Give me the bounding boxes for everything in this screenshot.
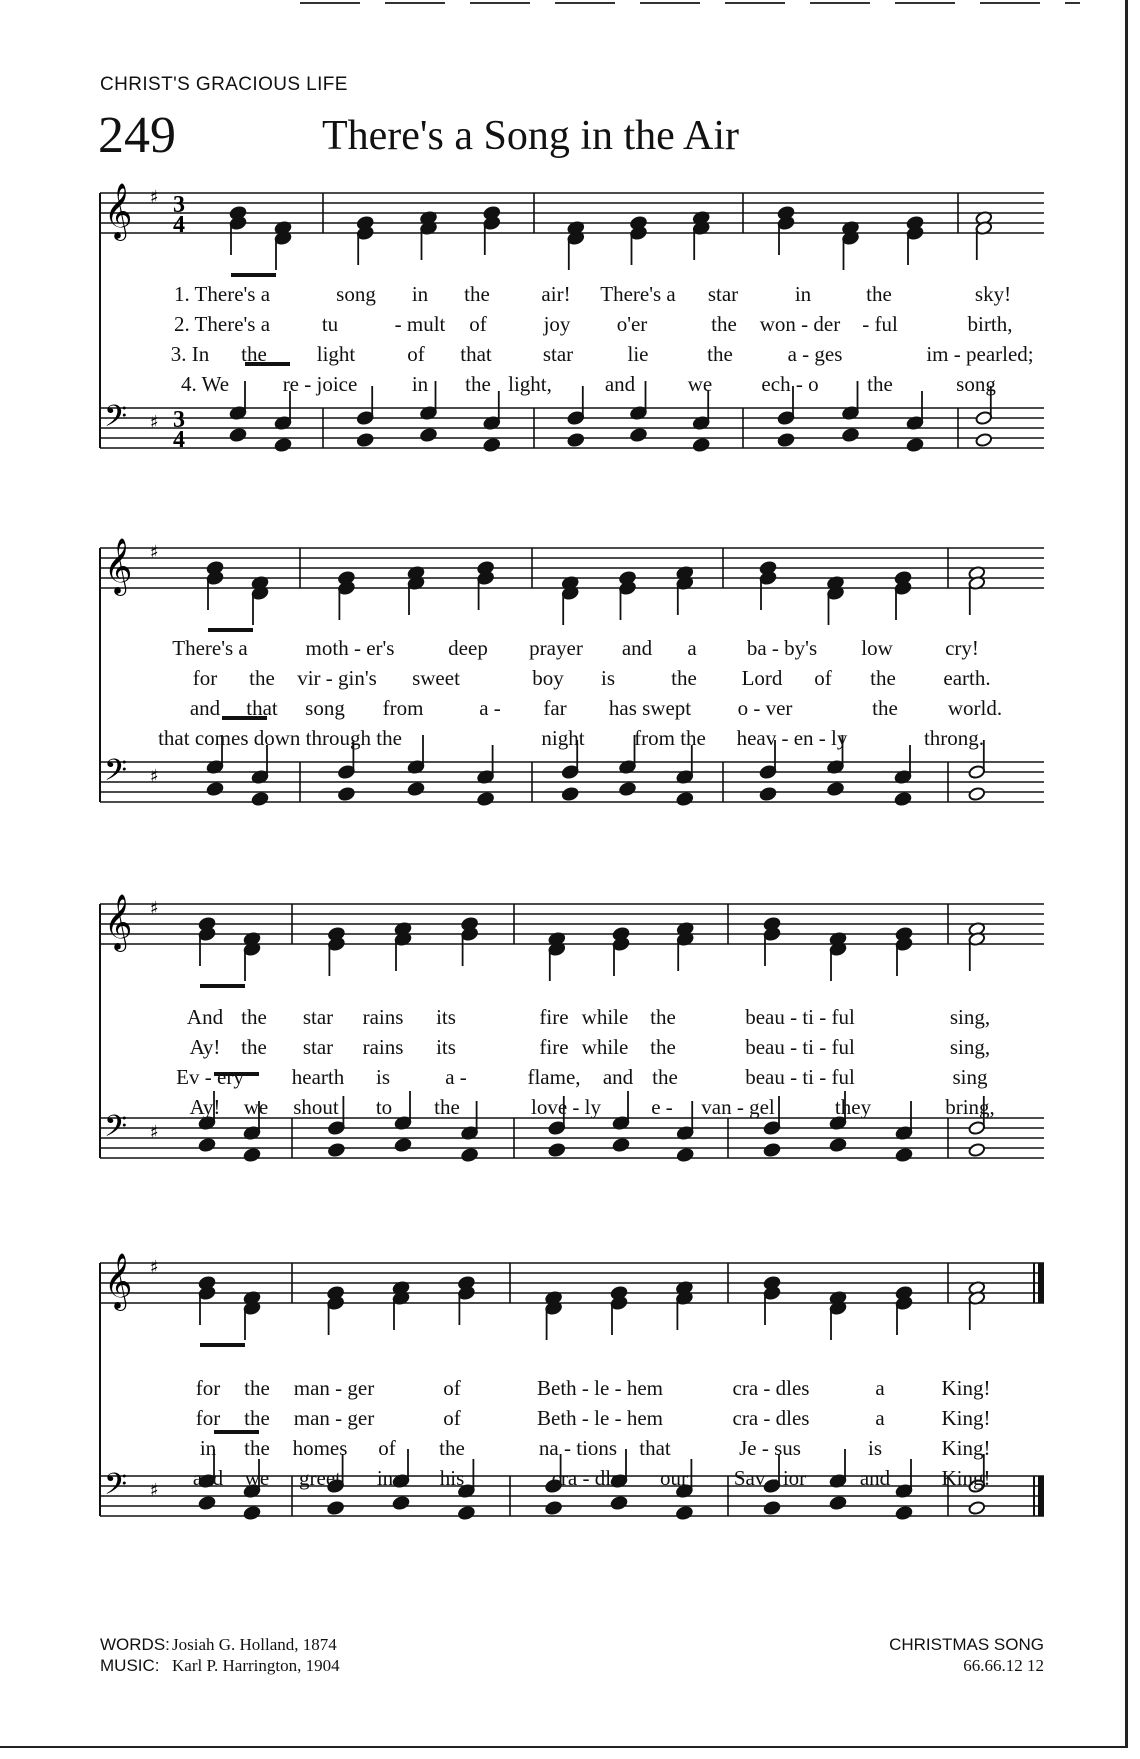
lyric-syllable: in [411,282,429,306]
lyric-syllable: the [867,372,893,396]
lyric-syllable: sing, [949,1035,991,1059]
lyric-syllable: im - pearled; [926,342,1034,366]
lyric-syllable: lie [627,342,649,366]
lyric-syllable: air! [541,282,571,306]
bass-note [975,433,993,448]
lyric-syllable: greet [299,1466,341,1490]
verse-line [0,342,1140,372]
lyric-syllable: King! [941,1376,991,1400]
treble-clef-icon: 𝄞 [104,1253,133,1309]
bass-note [906,438,924,453]
bass-note [392,1496,410,1511]
lyric-syllable: in [794,282,812,306]
lyric-syllable: beau - ti - ful [745,1065,855,1089]
lyric-syllable: and [602,1065,634,1089]
verse-line [0,372,1140,402]
lyric-syllable: in [376,1466,394,1490]
verse-line [0,1035,1140,1065]
lyric-syllable: fire [539,1005,569,1029]
lyric-syllable: its [436,1035,456,1059]
lyric-syllable: they [834,1095,872,1119]
lyric-syllable: 2. There's a [173,312,271,336]
lyric-syllable: and [189,696,221,720]
lyric-syllable: for [195,1376,221,1400]
lyric-syllable: rains [362,1035,404,1059]
bass-note [763,1501,781,1516]
verse-line [0,696,1140,726]
lyric-syllable: song [956,372,996,396]
bass-note [968,1501,986,1516]
lyric-syllable: fire [539,1035,569,1059]
lyric-syllable: while [581,1035,629,1059]
lyric-syllable: cra - dles [732,1376,810,1400]
lyric-syllable: star [302,1035,334,1059]
lyric-syllable: the [707,342,733,366]
lyric-syllable: from the [634,726,706,750]
lyric-syllable: King! [941,1466,991,1490]
verse-line [0,636,1140,666]
lyric-syllable: the [711,312,737,336]
lyric-syllable: star [542,342,574,366]
lyric-syllable: and [621,636,653,660]
time-signature: 4 [173,427,185,453]
lyric-syllable: bring, [945,1095,995,1119]
lyric-syllable: cra - dles [732,1406,810,1430]
lyric-syllable: sweet [412,666,460,690]
lyric-syllable: our [660,1466,688,1490]
verse-line [0,666,1140,696]
bass-note [842,428,860,443]
lyric-syllable: won - der [759,312,841,336]
bass-note [561,787,579,802]
lyric-syllable: man - ger [293,1376,375,1400]
treble-clef-icon: 𝄞 [104,538,133,594]
bass-note [243,1148,261,1163]
lyric-syllable: of [443,1376,461,1400]
bass-note [968,787,986,802]
lyric-syllable: rains [362,1005,404,1029]
treble-clef-icon: 𝄞 [104,183,133,239]
bass-note [338,787,356,802]
bass-note [676,1506,694,1521]
bass-note [198,1496,216,1511]
lyric-syllable: star [707,282,739,306]
bass-note [763,1143,781,1158]
lyric-syllable: vir - gin's [297,666,377,690]
bass-note [251,792,269,807]
lyric-syllable: shout [293,1095,339,1119]
lyric-syllable: light, [508,372,552,396]
lyric-syllable: the [244,1406,270,1430]
bass-note [328,1143,346,1158]
lyric-syllable: birth, [967,312,1013,336]
bass-note [356,433,374,448]
lyric-syllable: is [600,666,616,690]
verse-line [0,1406,1140,1436]
lyric-syllable: joy [543,312,571,336]
bass-note [619,782,637,797]
lyric-syllable: man - ger [293,1406,375,1430]
bass-clef-icon: 𝄢 [104,1110,128,1151]
words-label: WORDS: [100,1635,170,1654]
lyric-syllable: tu [321,312,339,336]
bass-note [777,433,795,448]
bass-note [243,1506,261,1521]
lyric-syllable: the [465,372,491,396]
treble-clef-icon: 𝄞 [104,894,133,950]
lyric-syllable: Ay! [189,1095,221,1119]
lyric-syllable: a - [445,1065,467,1089]
bass-note [483,438,501,453]
tune-name: CHRISTMAS SONG [889,1635,1044,1654]
bass-note [420,428,438,443]
lyric-syllable: light [316,342,356,366]
lyric-syllable: 3. In [170,342,210,366]
verse-line [0,312,1140,342]
lyric-syllable: we [244,1466,270,1490]
lyric-syllable: the [866,282,892,306]
lyric-syllable: earth. [943,666,991,690]
lyric-syllable: homes [292,1436,348,1460]
lyric-syllable: Beth - le - hem [537,1376,663,1400]
bass-note [829,1496,847,1511]
sharp-icon: ♯ [150,1122,159,1143]
bass-clef-icon: 𝄢 [104,1468,128,1509]
section-label: CHRIST'S GRACIOUS LIFE [100,74,348,95]
lyric-syllable: ech - o [761,372,819,396]
lyric-syllable: a [875,1376,885,1400]
lyric-syllable: song [305,696,345,720]
lyric-syllable: the [464,282,490,306]
lyric-syllable: the [244,1436,270,1460]
time-signature: 3 [173,407,185,433]
lyric-syllable: There's a [600,282,676,306]
bass-clef-icon: 𝄢 [104,754,128,795]
bass-note [676,1148,694,1163]
lyric-syllable: we [243,1095,269,1119]
tune-info [889,1634,1044,1676]
verse-line [0,726,1140,756]
sharp-icon: ♯ [150,412,159,433]
bass-note [407,782,425,797]
lyric-syllable: Beth - le - hem [537,1406,663,1430]
lyric-syllable: in [199,1436,217,1460]
lyric-syllable: na - tions [538,1436,618,1460]
bass-note [829,1138,847,1153]
bass-note [827,782,845,797]
sharp-icon: ♯ [150,1480,159,1501]
bass-note [612,1138,630,1153]
lyric-syllable: star [302,1005,334,1029]
lyric-syllable: is [375,1065,391,1089]
lyric-syllable: 1. There's a [173,282,271,306]
verse-line [0,1065,1140,1095]
music-credit [100,1655,340,1676]
lyric-syllable: beau - ti - ful [745,1005,855,1029]
lyric-syllable: to [375,1095,393,1119]
lyric-syllable: for [195,1406,221,1430]
lyric-syllable: has swept [608,696,692,720]
lyric-syllable: in [411,372,429,396]
lyric-syllable: sing, [949,1005,991,1029]
lyric-syllable: o - ver [737,696,793,720]
lyric-syllable: of [443,1406,461,1430]
bass-note [567,433,585,448]
bass-note [394,1138,412,1153]
lyric-syllable: while [581,1005,629,1029]
lyric-syllable: the [244,1376,270,1400]
lyric-syllable: throng. [923,726,985,750]
time-signature: 4 [173,212,185,238]
lyric-syllable: the [434,1095,460,1119]
lyric-syllable: that comes down through the [158,726,402,750]
words-credit [100,1634,340,1655]
bass-note [759,787,777,802]
lyric-syllable: the [650,1005,676,1029]
lyric-syllable: low [861,636,893,660]
lyric-syllable: prayer [529,636,583,660]
hymn-title: There's a Song in the Air [322,113,739,159]
lyric-syllable: world. [947,696,1003,720]
lyric-syllable: van - gel [701,1095,775,1119]
verse-line [0,1436,1140,1466]
lyric-syllable: beau - ti - ful [745,1035,855,1059]
lyric-syllable: And [186,1005,224,1029]
bass-note [327,1501,345,1516]
lyric-syllable: hearth [291,1065,345,1089]
sharp-icon: ♯ [150,1257,159,1278]
lyric-syllable: his [439,1466,465,1490]
meter: 66.66.12 12 [963,1656,1044,1675]
lyric-syllable: flame, [527,1065,581,1089]
bass-note [274,438,292,453]
verse-line [0,282,1140,312]
lyric-syllable: deep [448,636,488,660]
lyric-syllable: boy [532,666,564,690]
lyric-syllable: e - [651,1095,673,1119]
bass-note [548,1143,566,1158]
lyric-syllable: of [469,312,487,336]
lyric-syllable: and [604,372,636,396]
lyric-syllable: the [870,666,896,690]
bass-note [894,792,912,807]
lyric-syllable: Ay! [189,1035,221,1059]
lyric-syllable: the [671,666,697,690]
lyric-syllable: of [378,1436,396,1460]
bass-note [895,1148,913,1163]
time-signature: 3 [173,192,185,218]
sharp-icon: ♯ [150,542,159,563]
verse-line [0,1095,1140,1125]
lyric-syllable: cry! [945,636,979,660]
lyric-syllable: - ful [862,312,898,336]
lyric-syllable: night [541,726,585,750]
bass-note [630,428,648,443]
lyric-syllable: a [687,636,697,660]
bass-note [461,1148,479,1163]
lyric-syllable: Ev - ery [176,1065,244,1089]
lyric-syllable: Sav - ior [733,1466,807,1490]
lyric-syllable: the [249,666,275,690]
hymn-number: 249 [98,107,176,164]
lyric-syllable: from [382,696,424,720]
bass-note [198,1138,216,1153]
lyric-syllable: for [192,666,218,690]
lyric-syllable: cra - dle [551,1466,621,1490]
lyric-syllable: its [436,1005,456,1029]
lyric-syllable: the [241,1035,267,1059]
lyric-syllable: moth - er's [305,636,395,660]
lyric-syllable: the [241,1005,267,1029]
bass-note [692,438,710,453]
lyric-syllable: the [439,1436,465,1460]
sharp-icon: ♯ [150,766,159,787]
sharp-icon: ♯ [150,187,159,208]
verse-line [0,1466,1140,1496]
lyric-syllable: Lord [741,666,783,690]
lyric-syllable: - mult [394,312,446,336]
lyric-syllable: the [650,1035,676,1059]
lyric-syllable: and [192,1466,224,1490]
bass-note [895,1506,913,1521]
bass-note [545,1501,563,1516]
lyric-syllable: love - ly [531,1095,601,1119]
lyric-syllable: that [639,1436,671,1460]
music-composer: Karl P. Harrington, 1904 [172,1656,340,1675]
bass-note [458,1506,476,1521]
lyric-syllable: a - [479,696,501,720]
lyric-syllable: that [460,342,492,366]
lyric-syllable: song [336,282,376,306]
lyric-syllable: There's a [172,636,248,660]
lyric-syllable: 4. We [180,372,230,396]
lyric-syllable: and [859,1466,891,1490]
bass-note [610,1496,628,1511]
lyric-syllable: a [875,1406,885,1430]
lyric-syllable: o'er [616,312,648,336]
lyric-syllable: of [814,666,832,690]
lyric-syllable: ba - by's [746,636,818,660]
lyric-syllable: heav - en - ly [736,726,848,750]
music-label: MUSIC: [100,1656,160,1675]
lyric-syllable: re - joice [282,372,358,396]
lyric-syllable: is [867,1436,883,1460]
lyric-syllable: a - ges [787,342,843,366]
lyric-syllable: Je - sus [739,1436,801,1460]
lyric-syllable: that [246,696,278,720]
lyric-syllable: King! [941,1436,991,1460]
bass-note [968,1143,986,1158]
lyric-syllable: sky! [974,282,1012,306]
words-author: Josiah G. Holland, 1874 [172,1635,337,1654]
verse-line [0,1005,1140,1035]
lyric-syllable: of [407,342,425,366]
lyric-syllable: we [687,372,713,396]
bass-note [229,428,247,443]
lyric-syllable: the [652,1065,678,1089]
bass-note [206,782,224,797]
bass-clef-icon: 𝄢 [104,400,128,441]
verse-line [0,1376,1140,1406]
credits [100,1634,340,1676]
lyric-syllable: far [543,696,567,720]
lyric-syllable: sing [952,1065,988,1089]
lyric-syllable: the [872,696,898,720]
lyric-syllable: King! [941,1406,991,1430]
bass-note [477,792,495,807]
bass-note [676,792,694,807]
lyric-syllable: the [241,342,267,366]
sharp-icon: ♯ [150,898,159,919]
